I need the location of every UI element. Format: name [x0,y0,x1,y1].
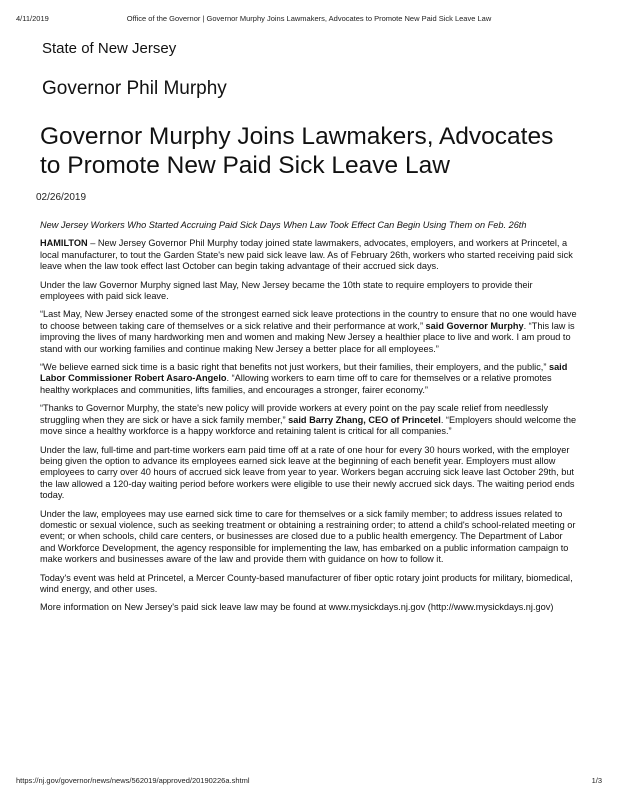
quote-attribution: said Labor Commissioner Robert Asaro-Angelo [40,362,568,384]
quote-attribution: said Governor Murphy [423,320,524,331]
print-url: https://nj.gov/governor/news/news/562019/approved/20190226a.shtml [16,776,250,785]
paragraph-5 [40,403,578,437]
paragraph-9: More information on New Jersey's paid sick leave law may be found at www.mysickdays.nj.gov (http://www.mysickdays.nj.gov) [40,602,554,613]
paragraph-1-text: – New Jersey Governor Phil Murphy today joined state lawmakers, advocates, employers, and workers at Princetel, a local manufacturer, to tout the Garden State's new paid sick leave law. As of February 26th, workers who started receiving paid sick leave when the law took effect last October can begin taking advantage of their accrued sick days. [40,238,573,272]
quote-text: “Thanks to Governor Murphy, the state's new policy will provide workers at every point on the pay scale relief from needlessly struggling when they are sick or have a sick family member,” [40,403,549,425]
quote-text: “Last May, New Jersey enacted some of the strongest earned sick leave protections in the country to ensure that no one would have to choose between taking care of themselves or a sick relative and their performance at work,” [40,309,577,331]
quote-attribution: said Barry Zhang, CEO of Princetel [285,414,441,425]
quote-text: . “Allowing workers to earn time off to care for themselves or a relative promotes healthy workplaces and communities, lifts families, and encourages a stronger, fairer economy.” [40,373,552,395]
publish-date: 02/26/2019 [36,192,87,203]
paragraph-1 [40,238,578,272]
paragraph-7: Under the law, employees may use earned sick time to care for themselves or a sick family member; to address issues related to domestic or sexual violence, such as seeking treatment or obtaining a restraining order; to attend a child's school-related meeting or event; or when schools, child care centers, or businesses are closed due to a public health emergency. The Department of Labor and Workforce Development, the agency responsible for implementing the law, has embarked on a public information campaign to make workers and businesses aware of the law and provide them with guidance on how to follow it. [40,508,576,565]
paragraph-6: Under the law, full-time and part-time workers earn paid time off at a rate of one hour for every 30 hours worked, with the employer being given the option to advance its employees earned sick leave at the beginning of each benefit year. Employers must allow employees to carry over 40 hours of accrued sick leave from year to year. Workers began accruing sick leave last October 29th, but the law allowed a 120-day waiting period before workers were eligible to use their newly accrued sick days. The waiting period ends today. [40,444,575,501]
article-subheading: New Jersey Workers Who Started Accruing Paid Sick Days When Law Took Effect Can Begin Using Them on Feb. 26th [40,220,527,230]
dateline: HAMILTON [40,238,88,249]
article-body [40,220,578,621]
print-header [16,14,602,26]
paragraph-4 [40,362,578,396]
print-date: 4/11/2019 [16,14,49,23]
paragraph-3 [40,309,578,355]
paragraph-2: Under the law Governor Murphy signed last May, New Jersey became the 10th state to require employers to provide their employees with paid sick leave. [40,279,533,302]
site-name[interactable]: State of New Jersey [42,40,177,57]
governor-name[interactable]: Governor Phil Murphy [42,78,227,99]
quote-text: . “Employers should welcome the move since a healthy workforce is a happy workforce and retaining talent is critical for all companies.” [40,414,577,437]
quote-text: “We believe earned sick time is a basic right that benefits not just workers, but their families, their employers, and the public,” [40,362,547,373]
paragraph-8: Today's event was held at Princetel, a Mercer County-based manufacturer of fiber optic rotary joint products for military, biomedical, wind energy, and other uses. [40,572,573,594]
page-title: Governor Murphy Joins Lawmakers, Advocates to Promote New Paid Sick Leave Law [40,123,554,179]
page-number: 1/3 [591,776,602,785]
quote-text: . “This law is improving the lives of many hardworking men and women and making New Jersey a healthier place to live and work. I am proud to stand with our working families and continue making New Jersey a better place for all employees.” [40,320,575,354]
print-footer [16,776,602,788]
print-page-title: Office of the Governor | Governor Murphy Joins Lawmakers, Advocates to Promote New Paid Sick Leave Law [126,14,492,23]
